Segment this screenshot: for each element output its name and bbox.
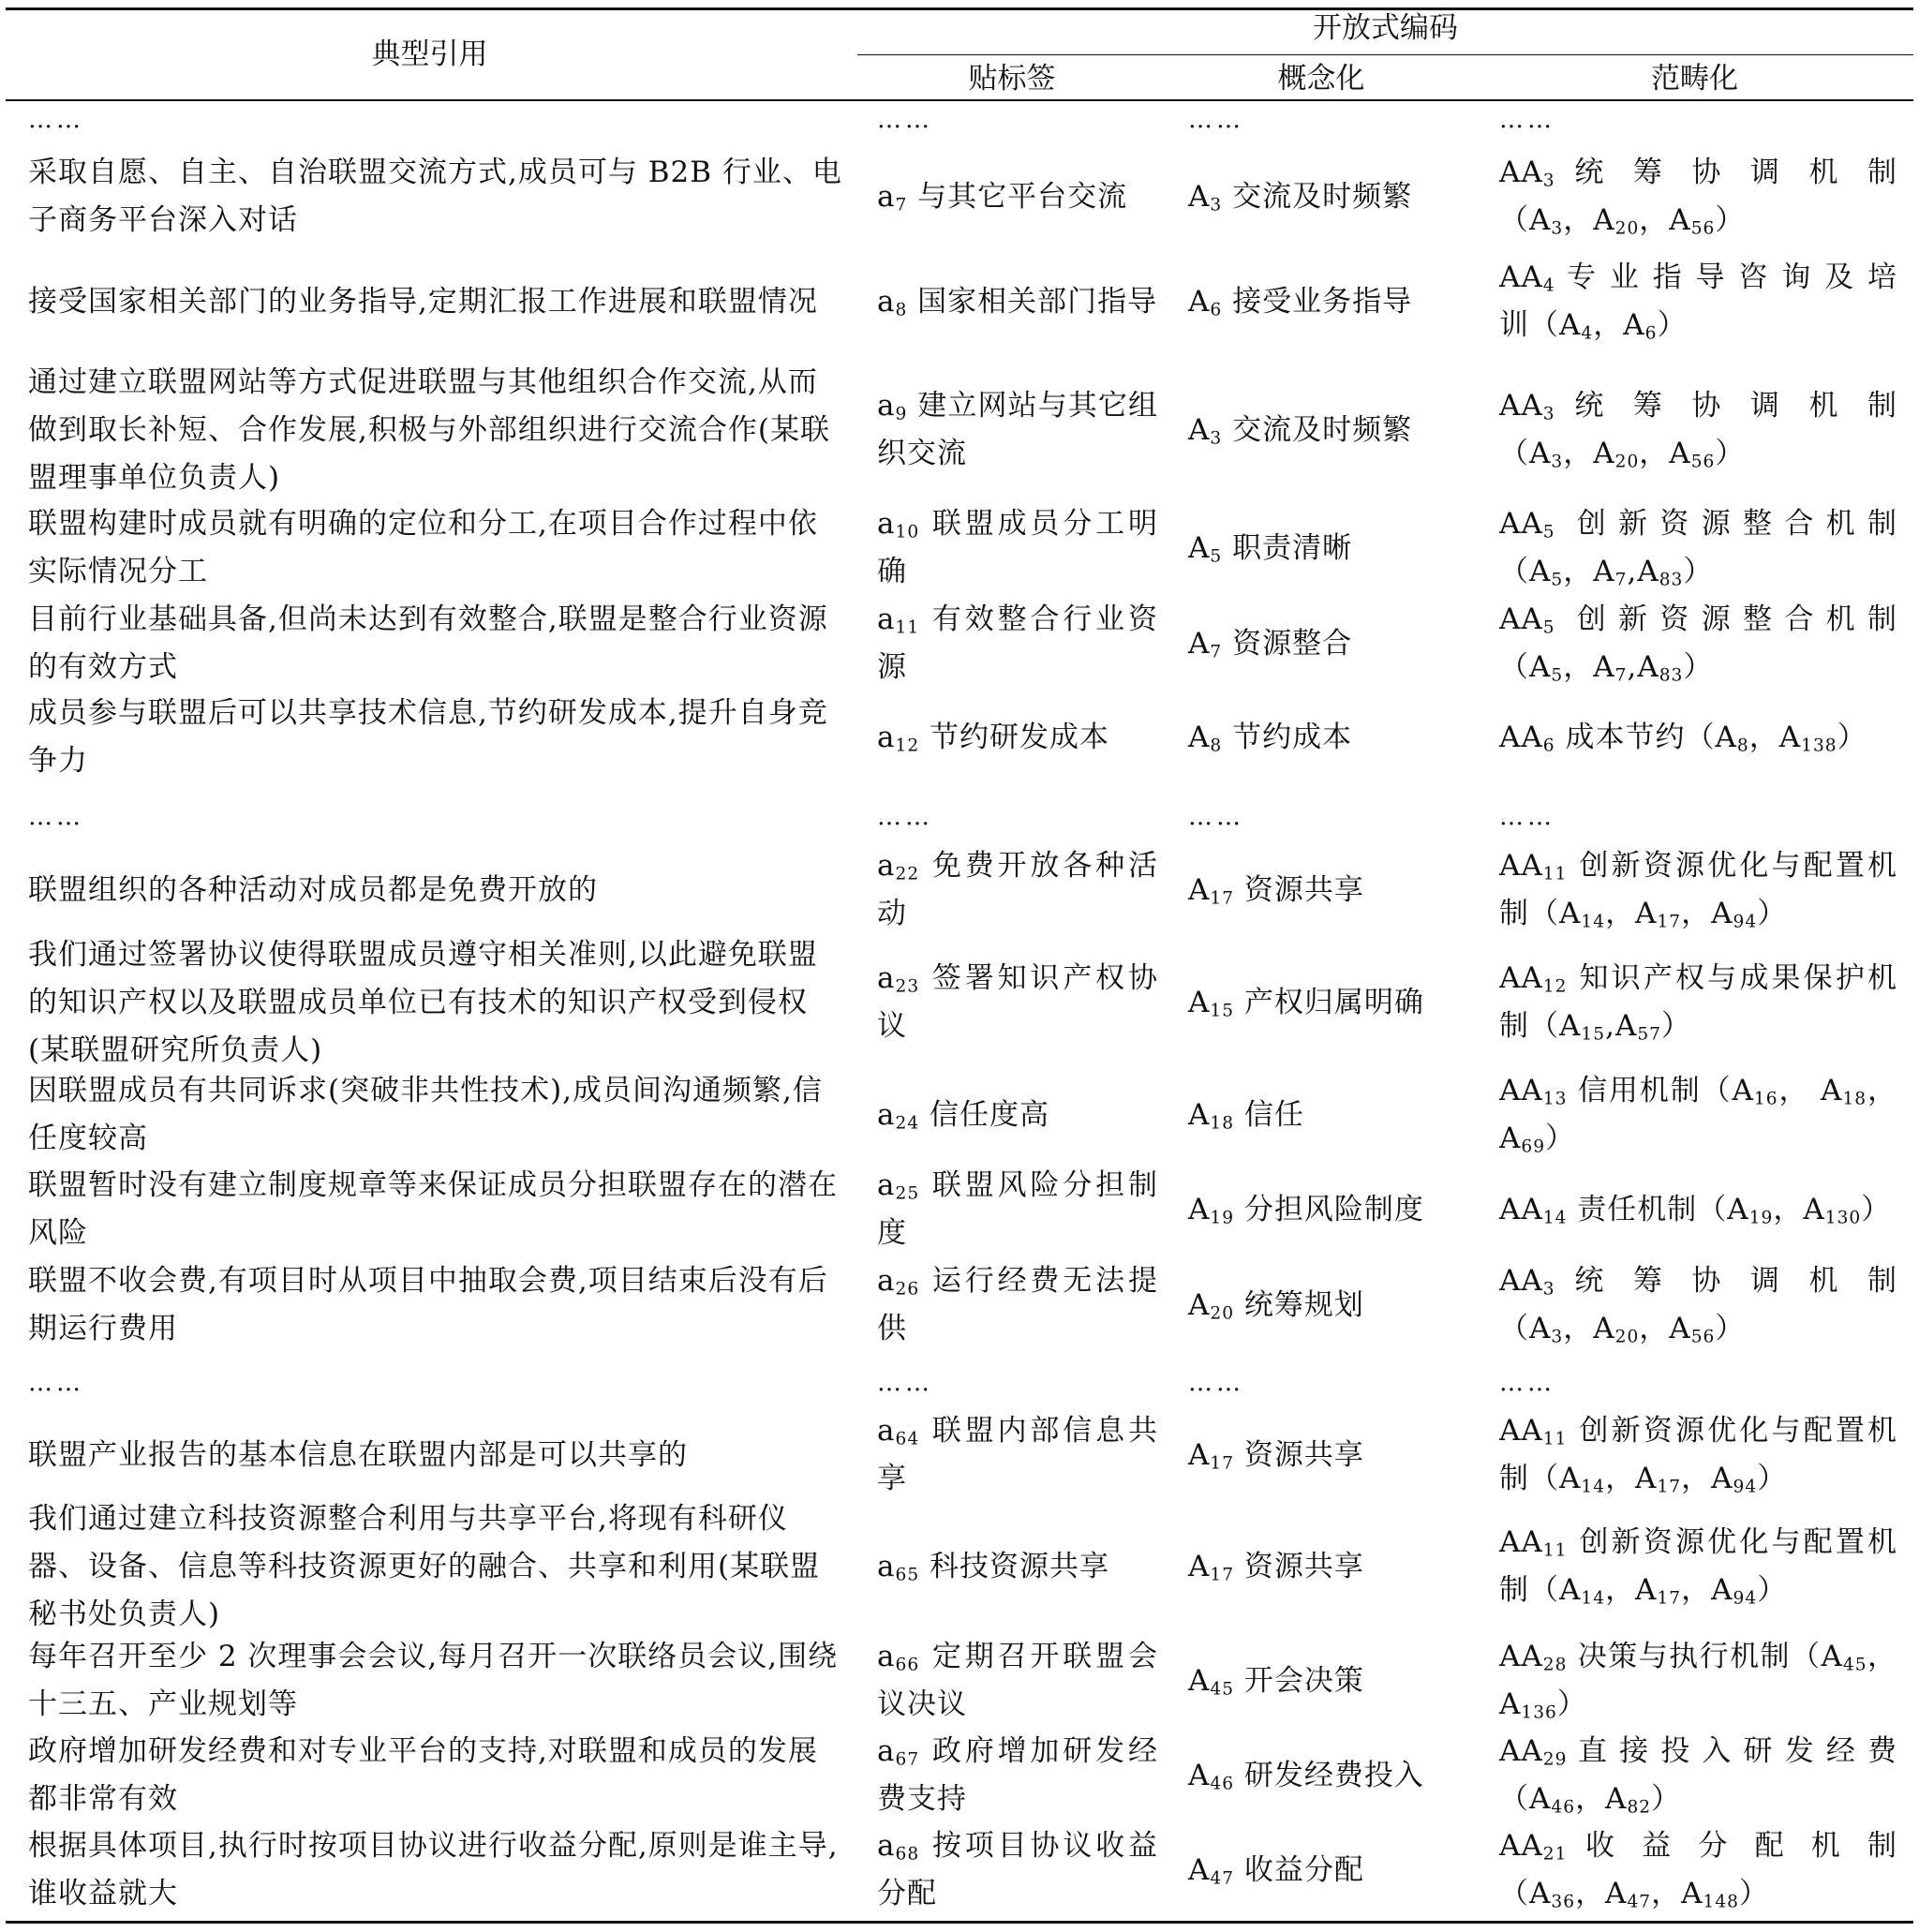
concept-cell [1188,937,1469,1068]
citation-cell-text: 每年召开至少 2 次理事会会议,每月召开一次联络员会议,围绕十三五、产业规划等 [28,1640,839,1721]
label-cell [877,597,1158,691]
label-cell [877,1163,1158,1256]
label-cell-text: $a_9$ 建立网站与其它组织交流 [877,389,1158,470]
concept-cell [1188,1369,1469,1402]
label-cell-text: $a_{10}$ 联盟成员分工明确 [877,507,1158,588]
concept-cell-text: $A_{46}$ 研发经费投入 [1188,1758,1424,1794]
ellipsis-row [0,106,1919,139]
concept-cell [1188,803,1469,836]
category-cell-text: $AA_5$ 创新资源整合机制（$A_5$，$A_7,A_{83}$） [1499,602,1897,686]
citation-cell-text: 根据具体项目,执行时按项目协议进行收益分配,原则是谁主导,谁收益就大 [28,1829,839,1910]
concept-cell-text: $A_3$ 交流及时频繁 [1188,179,1413,215]
label-cell-text: $a_8$ 国家相关部门指导 [877,284,1158,320]
citation-cell-text: …… [28,106,84,134]
citation-cell [28,803,843,836]
concept-cell [1188,1505,1469,1628]
label-cell [877,1505,1158,1628]
table-row [0,1634,1919,1728]
citation-cell-text: …… [28,1369,84,1397]
citation-cell-text: 联盟组织的各种活动对成员都是免费开放的 [28,872,598,907]
label-cell [877,106,1158,139]
table-row [0,1408,1919,1502]
ellipsis-row [0,803,1919,836]
table-row [0,150,1919,244]
label-cell-text: $a_{11}$ 有效整合行业资源 [877,602,1158,684]
label-cell-text: $a_{26}$ 运行经费无法提供 [877,1264,1158,1345]
label-cell [877,937,1158,1068]
citation-cell [28,363,843,498]
concept-cell [1188,106,1469,139]
table-row [0,363,1919,498]
category-cell-text: …… [1499,106,1555,134]
category-cell-text: $AA_6$ 成本节约（$A_8$，$A_{138}$） [1499,720,1867,756]
table-row [0,1729,1919,1822]
table-row [0,245,1919,358]
table-row [0,843,1919,937]
label-cell-text: …… [877,1369,933,1397]
concept-cell [1188,1823,1469,1917]
category-cell [1499,937,1897,1068]
category-cell [1499,1823,1897,1917]
category-cell-text: $AA_{14}$ 责任机制（$A_{19}$，$A_{130}$） [1499,1192,1892,1228]
label-cell-text: …… [877,803,933,831]
concept-cell-text: …… [1188,803,1244,831]
category-cell [1499,1068,1897,1162]
concept-cell-text: $A_5$ 职责清晰 [1188,530,1353,567]
citation-cell-text: 通过建立联盟网站等方式促进联盟与其他组织合作交流,从而做到取长补短、合作发展,积极与外部组织进行交流合作(某联盟理事单位负责人) [28,364,830,495]
concept-cell-text: $A_{17}$ 资源共享 [1188,872,1364,909]
table-row [0,1258,1919,1352]
citation-cell [28,245,843,358]
category-cell-text: $AA_{29}$ 直 接 投 入 研 发 经 费（$A_{46}$，$A_{82}$） [1499,1734,1897,1818]
concept-cell-text: $A_{19}$ 分担风险制度 [1188,1192,1424,1228]
category-cell [1499,1634,1897,1728]
label-cell [877,691,1158,783]
label-cell [877,1408,1158,1502]
category-cell [1499,597,1897,691]
table-row [0,1823,1919,1917]
concept-cell [1188,1634,1469,1728]
concept-cell-text: $A_{18}$ 信任 [1188,1097,1304,1134]
category-cell-text: $AA_3$ 统 筹 协 调 机 制 （$A_3$，$A_{20}$，$A_{56}$） [1499,156,1897,239]
table-row [0,1163,1919,1256]
citation-cell [28,1163,843,1256]
header-typical-citation: 典型引用 [371,37,488,71]
category-cell-text: $AA_{28}$ 决策与执行机制（$A_{45}$，$A_{136}$） [1499,1640,1897,1723]
category-cell [1499,1258,1897,1352]
citation-cell-text: 政府增加研发经费和对专业平台的支持,对联盟和成员的发展都非常有效 [28,1734,818,1816]
citation-cell [28,150,843,244]
label-cell-text: $a_{24}$ 信任度高 [877,1097,1050,1134]
table-row [0,1501,1919,1631]
citation-cell-text: 采取自愿、自主、自治联盟交流方式,成员可与 B2B 行业、电子商务平台深入对话 [28,156,842,237]
category-cell [1499,363,1897,498]
concept-cell [1188,150,1469,244]
citation-cell-text: 联盟构建时成员就有明确的定位和分工,在项目合作过程中依实际情况分工 [28,507,818,588]
label-cell [877,843,1158,937]
category-cell [1499,1505,1897,1628]
category-cell [1499,691,1897,783]
citation-cell-text: 成员参与联盟后可以共享技术信息,节约研发成本,提升自身竞争力 [28,696,828,778]
concept-cell-text: $A_7$ 资源整合 [1188,626,1353,662]
concept-cell-text: $A_{15}$ 产权归属明确 [1188,985,1424,1021]
citation-cell [28,1501,843,1631]
open-coding-underline [857,54,1913,55]
category-cell-text: $AA_3$ 统 筹 协 调 机 制 （$A_3$，$A_{20}$，$A_{56}$） [1499,389,1897,472]
label-cell-text: $a_{65}$ 科技资源共享 [877,1549,1110,1585]
label-cell-text: $a_{22}$ 免费开放各种活动 [877,849,1158,930]
citation-cell-text: 因联盟成员有共同诉求(突破非共性技术),成员间沟通频繁,信任度较高 [28,1074,823,1155]
category-cell-text: $AA_5$ 创新资源整合机制（$A_5$，$A_7,A_{83}$） [1499,507,1897,590]
category-cell-text: $AA_{12}$ 知识产权与成果保护机制$(A_{15},A_{57})$ [1499,961,1897,1045]
concept-cell [1188,245,1469,358]
citation-cell-text: …… [28,803,84,831]
citation-cell [28,1258,843,1352]
category-cell-text: $AA_{11}$ 创新资源优化与配置机制（$A_{14}$，$A_{17}$，$A_{94}$） [1499,1525,1897,1609]
label-cell-text: $a_{25}$ 联盟风险分担制度 [877,1168,1158,1250]
category-cell-text: $AA_3$ 统 筹 协 调 机 制 （$A_3$，$A_{20}$，$A_{56}$） [1499,1264,1897,1347]
label-cell [877,501,1158,595]
concept-cell-text: $A_{20}$ 统筹规划 [1188,1287,1364,1324]
citation-cell [28,1369,843,1402]
header-labeling: 贴标签 [968,62,1056,96]
ellipsis-row [0,1369,1919,1402]
label-cell-text: $a_7$ 与其它平台交流 [877,179,1128,215]
category-cell-text: …… [1499,1369,1555,1397]
header-conceptualization: 概念化 [1277,62,1365,96]
citation-cell [28,1408,843,1502]
citation-cell [28,1068,843,1162]
category-cell [1499,501,1897,595]
concept-cell-text: $A_6$ 接受业务指导 [1188,284,1413,320]
category-cell [1499,1163,1897,1256]
citation-cell-text: 联盟暂时没有建立制度规章等来保证成员分担联盟存在的潜在风险 [28,1168,838,1250]
category-cell-text: …… [1499,803,1555,831]
label-cell [877,1823,1158,1917]
citation-cell [28,597,843,691]
table-row [0,1068,1919,1162]
label-cell [877,150,1158,244]
label-cell-text: $a_{66}$ 定期召开联盟会议决议 [877,1640,1158,1721]
citation-cell [28,1823,843,1917]
concept-cell [1188,597,1469,691]
category-cell-text: $AA_{21}$ 收 益 分 配 机 制（$A_{36}$，$A_{47}$，$A_{148}$） [1499,1829,1897,1912]
category-cell [1499,245,1897,358]
citation-cell-text: 我们通过建立科技资源整合利用与共享平台,将现有科研仪器、设备、信息等科技资源更好的融合、共享和利用(某联盟秘书处负责人) [28,1501,821,1631]
citation-cell [28,843,843,937]
concept-cell-text: $A_{47}$ 收益分配 [1188,1852,1364,1889]
label-cell [877,1729,1158,1822]
label-cell-text: $a_{23}$ 签署知识产权协议 [877,961,1158,1043]
label-cell [877,1068,1158,1162]
header-open-coding: 开放式编码 [1313,11,1458,45]
category-cell-text: $AA_{11}$ 创新资源优化与配置机制（$A_{14}$，$A_{17}$，$A_{94}$） [1499,1414,1897,1497]
category-cell-text: $AA_4$ 专 业 指 导 咨 询 及 培 训（$A_4$，$A_6$） [1499,260,1897,344]
category-cell [1499,150,1897,244]
citation-cell-text: 接受国家相关部门的业务指导,定期汇报工作进展和联盟情况 [28,284,818,319]
citation-cell-text: 目前行业基础具备,但尚未达到有效整合,联盟是整合行业资源的有效方式 [28,602,828,684]
label-cell [877,1634,1158,1728]
label-cell-text: …… [877,106,933,134]
category-cell [1499,1729,1897,1822]
header-bottom-rule [6,99,1913,101]
concept-cell [1188,1408,1469,1502]
label-cell [877,245,1158,358]
concept-cell-text: $A_8$ 节约成本 [1188,720,1353,756]
label-cell [877,1369,1158,1402]
concept-cell [1188,1068,1469,1162]
concept-cell [1188,691,1469,783]
category-cell-text: $AA_{13}$ 信用机制（$A_{16}$， $A_{18}$，$A_{69}$） [1499,1074,1897,1157]
concept-cell [1188,843,1469,937]
table-bottom-rule [6,1921,1913,1924]
table-row [0,691,1919,783]
label-cell-text: $a_{68}$ 按项目协议收益分配 [877,1829,1158,1910]
concept-cell [1188,1163,1469,1256]
concept-cell-text: …… [1188,106,1244,134]
label-cell-text: $a_{12}$ 节约研发成本 [877,720,1110,756]
citation-cell-text: 联盟不收会费,有项目时从项目中抽取会费,项目结束后没有后期运行费用 [28,1264,828,1345]
category-cell [1499,1369,1897,1402]
category-cell [1499,1408,1897,1502]
citation-cell [28,1634,843,1728]
concept-cell [1188,501,1469,595]
citation-cell-text: 我们通过签署协议使得联盟成员遵守相关准则,以此避免联盟的知识产权以及联盟成员单位已有技术的知识产权受到侵权(某联盟研究所负责人) [28,937,818,1067]
concept-cell-text: $A_{17}$ 资源共享 [1188,1549,1364,1585]
concept-cell-text: $A_{17}$ 资源共享 [1188,1437,1364,1474]
citation-cell [28,106,843,139]
concept-cell-text: $A_{45}$ 开会决策 [1188,1663,1364,1700]
table-row [0,597,1919,691]
concept-cell-text: …… [1188,1369,1244,1397]
category-cell [1499,803,1897,836]
table-row [0,501,1919,595]
citation-cell-text: 联盟产业报告的基本信息在联盟内部是可以共享的 [28,1437,688,1472]
label-cell [877,803,1158,836]
concept-cell [1188,1258,1469,1352]
citation-cell [28,691,843,783]
label-cell [877,363,1158,498]
category-cell [1499,843,1897,937]
category-cell-text: $AA_{11}$ 创新资源优化与配置机制（$A_{14}$，$A_{17}$，$A_{94}$） [1499,849,1897,932]
citation-cell [28,501,843,595]
citation-cell [28,1729,843,1822]
category-cell [1499,106,1897,139]
header-categorization: 范畴化 [1651,62,1738,96]
concept-cell [1188,1729,1469,1822]
citation-cell [28,937,843,1068]
concept-cell-text: $A_3$ 交流及时频繁 [1188,412,1413,449]
table-row [0,937,1919,1068]
concept-cell [1188,363,1469,498]
label-cell [877,1258,1158,1352]
label-cell-text: $a_{64}$ 联盟内部信息共享 [877,1414,1158,1495]
label-cell-text: $a_{67}$ 政府增加研发经费支持 [877,1734,1158,1816]
